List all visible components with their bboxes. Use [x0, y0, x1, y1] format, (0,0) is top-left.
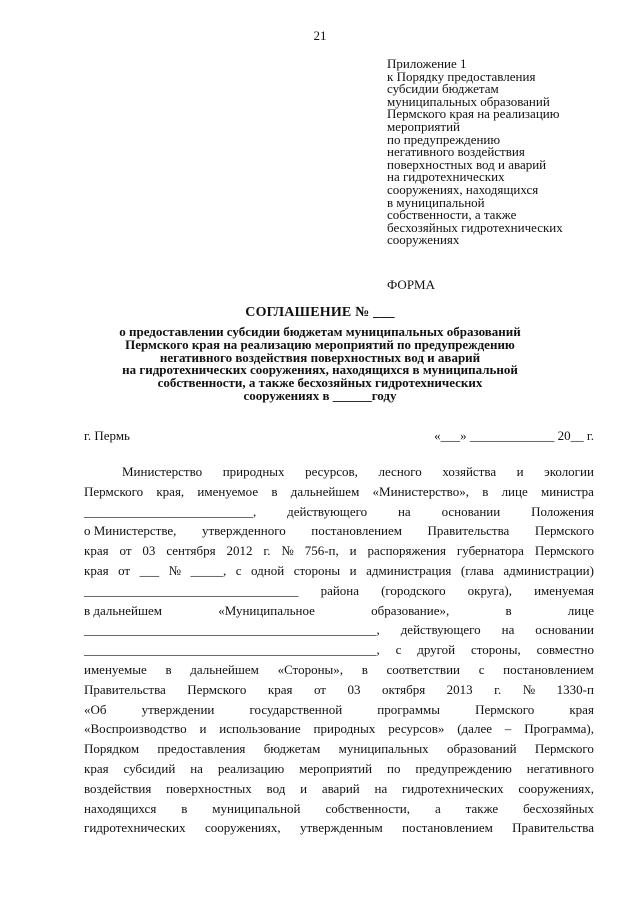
- body-word: г.: [494, 681, 502, 697]
- body-word: реализацию: [217, 760, 285, 776]
- body-word: –: [504, 721, 512, 737]
- body-word: «Министерство»,: [372, 483, 469, 499]
- appendix-line: к Порядку предоставления: [387, 68, 536, 84]
- body-word: предупреждению: [415, 760, 512, 776]
- body-line: [84, 502, 594, 522]
- place-date-line: [84, 428, 594, 444]
- body-line: [84, 818, 594, 838]
- body-word: _________________________________: [84, 582, 299, 598]
- appendix-line: на гидротехнических: [387, 169, 505, 185]
- body-line: [84, 541, 594, 561]
- body-word: Министерство: [122, 464, 203, 479]
- appendix-line: в муниципальной: [387, 194, 485, 210]
- body-word: гидротехнических: [401, 780, 504, 796]
- body-word: природных: [313, 721, 376, 737]
- body-word: использование: [219, 721, 301, 737]
- body-word: в: [505, 602, 512, 618]
- appendix-line: по предупреждению: [387, 131, 501, 147]
- body-word: Пермского: [534, 741, 594, 757]
- body-line: [84, 561, 594, 581]
- body-word: и: [349, 562, 357, 578]
- body-word: (городского: [381, 582, 446, 598]
- body-word: субсидий: [123, 760, 176, 776]
- body-word: другой: [417, 642, 456, 658]
- body-word: Пермского: [84, 483, 144, 499]
- body-word: «Муниципальное: [218, 602, 315, 618]
- body-word: на: [374, 780, 388, 796]
- body-word: именуемые: [84, 661, 147, 677]
- body-word: ___: [139, 562, 160, 578]
- body-line: [84, 482, 594, 502]
- body-word: ресурсов»: [388, 721, 445, 737]
- body-word: постановлением: [503, 661, 594, 677]
- body-word: стороны: [293, 562, 341, 578]
- body-word: в: [271, 483, 278, 499]
- body-word: а: [434, 800, 441, 816]
- body-word: края: [84, 562, 109, 578]
- appendix-line: собственности, а также: [387, 207, 517, 223]
- body-word: в: [482, 483, 489, 499]
- body-word: дальнейшем: [190, 661, 259, 677]
- body-word: лице: [501, 483, 528, 499]
- body-word: на: [501, 622, 515, 638]
- body-word: предоставления: [157, 741, 246, 757]
- body-word: распоряжения: [367, 543, 446, 559]
- body-word: в дальнейшем: [84, 602, 162, 618]
- body-word: негативного: [526, 760, 594, 776]
- body-line: [84, 799, 594, 819]
- document-subtitle: [80, 326, 560, 403]
- body-word: с: [235, 562, 242, 578]
- body-word: на: [190, 760, 203, 776]
- body-word: «Об: [84, 701, 107, 717]
- body-word: утверждении: [141, 701, 215, 717]
- body-line: [84, 601, 594, 621]
- body-word: Правительства: [84, 681, 166, 697]
- body-word: мероприятий: [299, 760, 373, 776]
- body-word: одной: [251, 562, 285, 578]
- body-word: поверхностных: [166, 780, 252, 796]
- body-word: _____________________________________________,: [84, 642, 380, 658]
- appendix-line: сооружениях, находящихся: [387, 181, 539, 197]
- body-word: края: [267, 681, 293, 697]
- place: г. Пермь: [84, 428, 130, 443]
- body-word: государственной: [249, 701, 343, 717]
- body-word: и: [516, 464, 524, 479]
- body-line: [84, 660, 594, 680]
- form-label: ФОРМА: [387, 277, 435, 292]
- body-word: края: [84, 760, 109, 776]
- body-word: 1330-п: [556, 681, 594, 697]
- body-word: в: [165, 661, 172, 677]
- body-word: №: [281, 543, 294, 559]
- body-line: [84, 620, 594, 640]
- body-word: о Министерстве,: [84, 523, 177, 539]
- appendix-header: [387, 58, 617, 247]
- body-word: администрации): [503, 562, 594, 578]
- body-word: соответствии: [386, 661, 460, 677]
- appendix-line: муниципальных образований: [387, 93, 550, 109]
- body-word: сооружениях,: [204, 820, 281, 836]
- body-line: [84, 680, 594, 700]
- body-word: хозяйства: [442, 464, 497, 479]
- appendix-line: субсидии бюджетам: [387, 81, 499, 97]
- body-word: сентября: [166, 543, 216, 559]
- body-word: именуемое: [197, 483, 259, 499]
- subtitle-line: негативного воздействия поверхностных вод и аварий: [159, 349, 481, 365]
- page-number: 21: [313, 28, 327, 43]
- body-word: вод: [266, 780, 286, 796]
- date-field: «___» _____________ 20__ г.: [434, 428, 594, 443]
- body-line: [84, 739, 594, 759]
- body-word: и: [300, 780, 308, 796]
- body-word: лице: [567, 602, 594, 618]
- body-word: края: [84, 543, 109, 559]
- body-word: совместно: [536, 642, 594, 658]
- appendix-line: мероприятий: [387, 118, 460, 134]
- body-line: [84, 759, 594, 779]
- body-word: г.: [263, 543, 271, 559]
- body-word: и: [349, 543, 357, 559]
- body-word: района: [320, 582, 360, 598]
- body-word: муниципальных: [338, 741, 429, 757]
- body-word: №: [522, 681, 536, 697]
- body-word: от: [313, 681, 326, 697]
- body-word: действующего: [400, 622, 481, 638]
- body-word: гидротехнических: [84, 820, 186, 836]
- appendix-line: сооружениях: [387, 232, 460, 248]
- body-word: программы: [377, 701, 441, 717]
- body-word: Программа),: [524, 721, 594, 737]
- subtitle-line: Пермского края на реализацию мероприятий по предупреждению: [125, 336, 515, 352]
- appendix-line: Пермского края на реализацию: [387, 106, 560, 122]
- body-word: по: [387, 760, 401, 776]
- body-word: 2012: [226, 543, 253, 559]
- body-word: бесхозяйных: [523, 800, 594, 816]
- body-word: бюджетам: [263, 741, 321, 757]
- body-word: в: [361, 661, 368, 677]
- body-word: министра: [540, 483, 594, 499]
- body-word: образование»,: [371, 602, 450, 618]
- body-word: также: [465, 800, 499, 816]
- body-line: [84, 640, 594, 660]
- body-word: 756-п,: [304, 543, 339, 559]
- body-word: утвержденного: [201, 523, 286, 539]
- body-word: сооружениях,: [518, 780, 594, 796]
- body-word: именуемая: [534, 582, 594, 598]
- body-word: Порядком: [84, 741, 140, 757]
- appendix-line: поверхностных вод и аварий: [387, 156, 547, 172]
- body-word: Пермского: [475, 701, 535, 717]
- subtitle-line: о предоставлении субсидии бюджетам муниципальных образований: [119, 324, 521, 339]
- body-line: [84, 719, 594, 739]
- body-word: округа),: [467, 582, 512, 598]
- body-word: администрация: [366, 562, 452, 578]
- body-word: (далее: [457, 721, 493, 737]
- body-word: постановлением: [402, 820, 493, 836]
- body-word: от: [119, 543, 132, 559]
- body-word: октября: [381, 681, 426, 697]
- body-word: Правительства: [427, 523, 510, 539]
- body-word: находящихся: [84, 800, 157, 816]
- subtitle-line: на гидротехнических сооружениях, находящихся в муниципальной: [122, 362, 518, 378]
- body-word: Пермского: [187, 681, 247, 697]
- body-word: 03: [347, 681, 361, 697]
- body-word: в: [181, 800, 188, 816]
- body-word: с: [478, 661, 485, 677]
- body-word: «Воспроизводство: [84, 721, 187, 737]
- body-word: Пермского: [534, 543, 594, 559]
- body-word: №: [168, 562, 181, 578]
- appendix-line: бесхозяйных гидротехнических: [387, 219, 563, 235]
- body-word: собственности,: [325, 800, 411, 816]
- body-word: стороны,: [470, 642, 521, 658]
- appendix-line: Приложение 1: [387, 56, 467, 71]
- body-word: края,: [156, 483, 185, 499]
- body-word: действующего: [287, 503, 368, 519]
- body-word: Положения: [531, 503, 594, 519]
- body-line: [84, 521, 594, 541]
- body-word: основании: [535, 622, 594, 638]
- body-word: на: [397, 503, 411, 519]
- body-word: _____,: [190, 562, 227, 578]
- body-word: _____________________________________________,: [84, 622, 380, 638]
- body-word: экологии: [544, 464, 594, 479]
- body-word: природных: [222, 464, 285, 479]
- body-word: основании: [441, 503, 501, 519]
- body-word: образований: [446, 741, 517, 757]
- appendix-line: негативного воздействия: [387, 144, 525, 160]
- body-word: губернатора: [456, 543, 524, 559]
- body-word: воздействия: [84, 780, 152, 796]
- body-word: аварий: [321, 780, 360, 796]
- body-line: [84, 779, 594, 799]
- body-line: [84, 581, 594, 601]
- body-text: [84, 462, 594, 838]
- body-word: 2013: [446, 681, 473, 697]
- body-word: 03: [142, 543, 156, 559]
- body-word: __________________________,: [84, 503, 257, 519]
- document-title: СОГЛАШЕНИЕ № ___: [245, 305, 395, 320]
- body-word: Пермского: [534, 523, 594, 539]
- body-word: дальнейшем: [290, 483, 360, 499]
- body-word: с: [395, 642, 402, 658]
- subtitle-line: собственности, а также бесхозяйных гидротехнических: [157, 375, 483, 391]
- body-word: края: [569, 701, 594, 717]
- body-line: [84, 462, 594, 482]
- body-word: Правительства: [512, 820, 594, 836]
- body-word: муниципальной: [212, 800, 301, 816]
- body-word: ресурсов,: [305, 464, 358, 479]
- body-word: утвержденным: [299, 820, 383, 836]
- body-word: и: [199, 721, 207, 737]
- body-word: лесного: [378, 464, 422, 479]
- body-word: от: [118, 562, 131, 578]
- body-line: [84, 700, 594, 720]
- subtitle-line: сооружениях в ______году: [243, 387, 397, 403]
- body-word: постановлением: [311, 523, 403, 539]
- body-word: «Стороны»,: [277, 661, 344, 677]
- body-word: (глава: [460, 562, 494, 578]
